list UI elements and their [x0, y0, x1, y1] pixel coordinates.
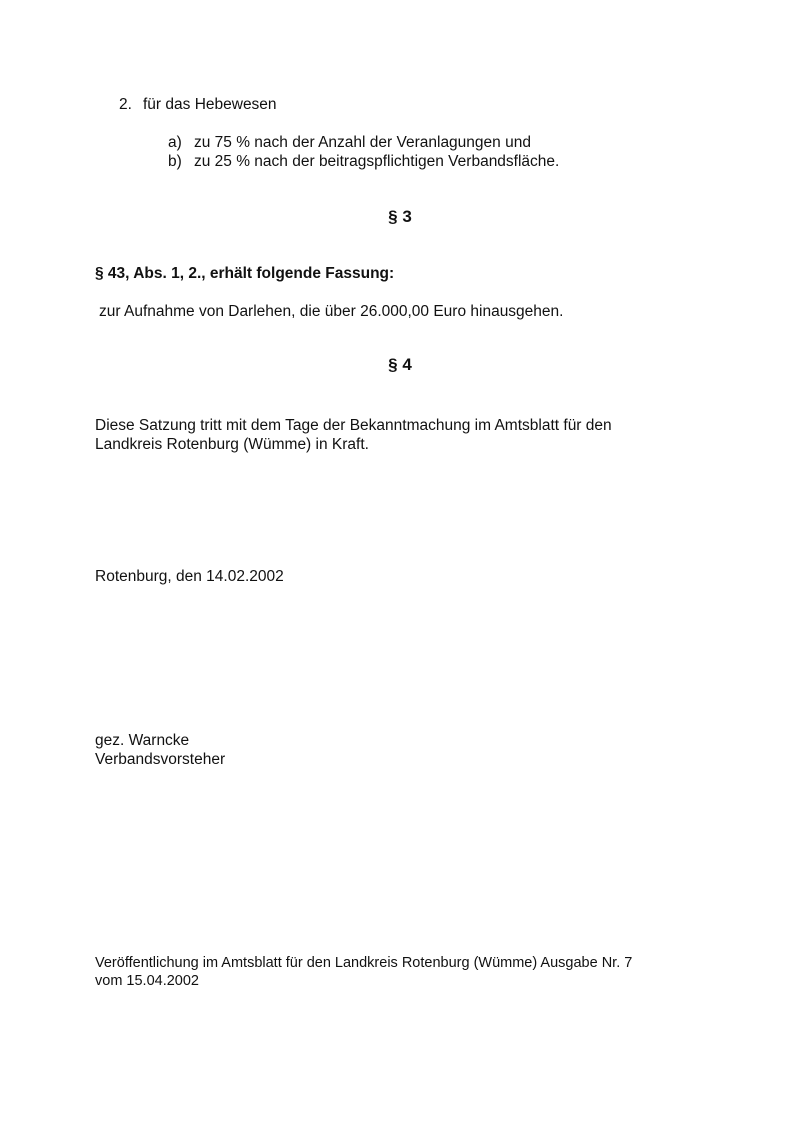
- sub-item-text: zu 75 % nach der Anzahl der Veranlagungen und: [194, 134, 531, 151]
- section-4-heading: § 4: [388, 355, 412, 374]
- publication-line-1: Veröffentlichung im Amtsblatt für den Landkreis Rotenburg (Wümme) Ausgabe Nr. 7: [95, 955, 633, 971]
- effective-text-line-1: Diese Satzung tritt mit dem Tage der Bekanntmachung im Amtsblatt für den: [95, 417, 612, 434]
- sub-item-a: [168, 133, 531, 152]
- amendment-title: § 43, Abs. 1, 2., erhält folgende Fassung:: [95, 265, 395, 282]
- amendment-text: zur Aufnahme von Darlehen, die über 26.000,00 Euro hinausgehen.: [99, 303, 564, 320]
- section-3-heading: § 3: [388, 207, 412, 226]
- place-date: Rotenburg, den 14.02.2002: [95, 568, 284, 585]
- effective-text-line-2: Landkreis Rotenburg (Wümme) in Kraft.: [95, 436, 369, 453]
- sub-item-letter: a): [168, 134, 182, 151]
- sub-item-b: [168, 152, 559, 171]
- sub-item-letter: b): [168, 153, 182, 170]
- list-item-number: 2.: [119, 96, 132, 113]
- signature-title: Verbandsvorsteher: [95, 751, 226, 768]
- list-item-2: [119, 95, 277, 114]
- publication-line-2: vom 15.04.2002: [95, 973, 199, 989]
- sub-item-text: zu 25 % nach der beitragspflichtigen Verbandsfläche.: [194, 153, 560, 170]
- list-item-text: für das Hebewesen: [143, 96, 277, 113]
- signature-name: gez. Warncke: [95, 732, 190, 749]
